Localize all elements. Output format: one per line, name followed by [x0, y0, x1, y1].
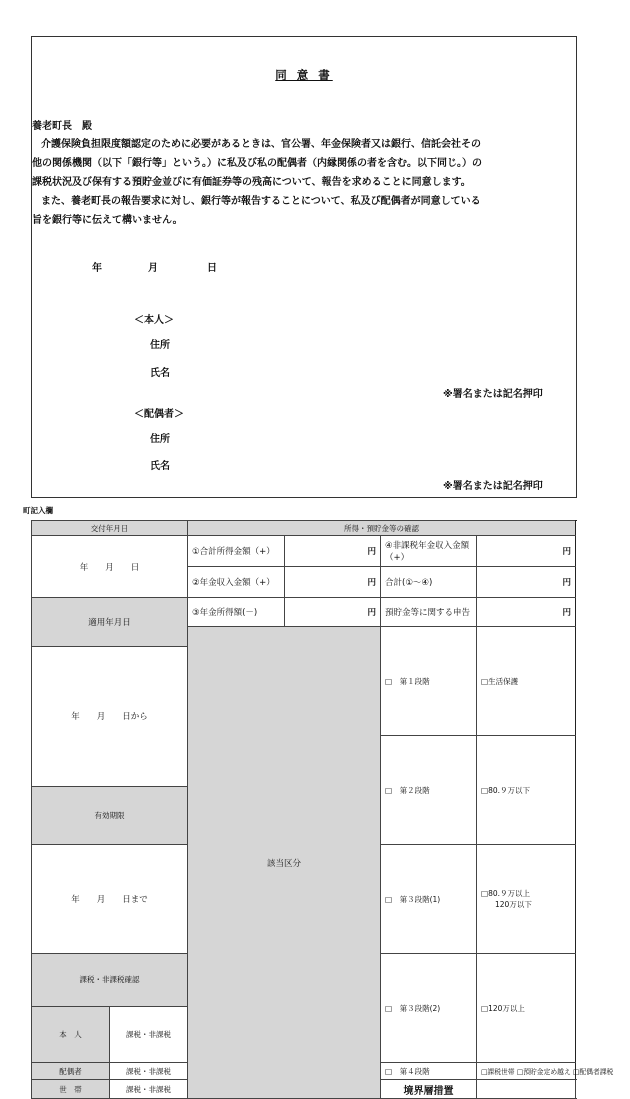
apply-date-value: 年 月 日から [32, 647, 188, 787]
tax-household-label: 世 帯 [32, 1080, 110, 1099]
spouse-name-label: 氏名 [150, 461, 170, 472]
principal-heading: ＜本人＞ [134, 315, 174, 326]
confirm-header: 所得・預貯金等の確認 [188, 521, 576, 536]
principal-seal-note: ※署名または記名押印 [443, 389, 543, 400]
tax-principal-label: 本 人 [32, 1006, 110, 1062]
tax-household-value[interactable]: 課税・非課税 [110, 1080, 188, 1099]
total-yen: 円 [477, 567, 576, 598]
nontax-pension-yen: 円 [477, 536, 576, 567]
savings-label: 預貯金等に関する申告 [381, 598, 477, 627]
pension-deduction-label: ③年金所得額(－) [188, 598, 285, 627]
pension-deduction-yen: 円 [285, 598, 381, 627]
nontax-pension-label: ④非課税年金収入金額（+） [381, 536, 477, 567]
stage4-checkbox[interactable]: □ 第４段階 [381, 1063, 477, 1080]
stage2-condition[interactable]: □80.９万以下 [477, 736, 576, 845]
stage3-2-condition[interactable]: □120万以上 [477, 954, 576, 1063]
office-use-label: 町記入欄 [23, 506, 53, 515]
date-year-label: 年 [92, 263, 102, 274]
tax-spouse-label: 配偶者 [32, 1063, 110, 1080]
date-month-label: 月 [148, 263, 158, 274]
issue-date-value: 年 月 日 [32, 536, 188, 598]
addressee: 養老町長 殿 [32, 121, 92, 132]
principal-name-label: 氏名 [150, 368, 170, 379]
spouse-heading: ＜配偶者＞ [134, 409, 184, 420]
stage3-2-checkbox[interactable]: □ 第３段階(2) [381, 954, 477, 1063]
category-label: 該当区分 [188, 627, 381, 1099]
valid-period-header: 有効期限 [32, 786, 188, 844]
issue-date-header: 交付年月日 [32, 521, 188, 536]
spouse-address-label: 住所 [150, 434, 170, 445]
savings-yen: 円 [477, 598, 576, 627]
tax-principal-value[interactable]: 課税・非課税 [110, 1006, 188, 1062]
stage4-conditions[interactable]: □課税世帯 □預貯金定め越え □配偶者課税 [477, 1063, 576, 1080]
stage3-1-condition[interactable]: □80.９万以上 120万以下 [477, 845, 576, 954]
paragraph1-line1: 介護保険負担限度額認定のために必要があるときは、官公署、年金保険者又は銀行、信託会社その [41, 139, 481, 150]
stage1-condition[interactable]: □生活保護 [477, 627, 576, 736]
paragraph2-line1: また、養老町長の報告要求に対し、銀行等が報告することについて、私及び配偶者が同意している [41, 196, 481, 207]
apply-date-header: 適用年月日 [32, 598, 188, 647]
total-income-label: ①合計所得金額（+） [188, 536, 285, 567]
spouse-seal-note: ※署名または記名押印 [443, 481, 543, 492]
total-income-yen: 円 [285, 536, 381, 567]
tax-confirm-header: 課税・非課税確認 [32, 954, 188, 1007]
stage2-checkbox[interactable]: □ 第２段階 [381, 736, 477, 845]
total-label: 合計(①～④) [381, 567, 477, 598]
paragraph1-line3: 課税状況及び保有する預貯金並びに有価証券等の残高について、報告を求めることに同意します。 [32, 177, 471, 188]
boundary-label: 境界層措置 [381, 1080, 477, 1099]
paragraph2-line2: 旨を銀行等に伝えて構いません。 [32, 215, 183, 226]
consent-form [31, 36, 577, 498]
pension-income-yen: 円 [285, 567, 381, 598]
pension-income-label: ②年金収入金額（+） [188, 567, 285, 598]
boundary-value[interactable] [477, 1080, 576, 1099]
paragraph1-line2: 他の関係機関（以下「銀行等」という。）に私及び私の配偶者（内縁関係の者を含む。以下同じ。）の [32, 158, 482, 169]
valid-period-value: 年 月 日まで [32, 845, 188, 954]
stage3-1-checkbox[interactable]: □ 第３段階(1) [381, 845, 477, 954]
stage1-checkbox[interactable]: □ 第１段階 [381, 627, 477, 736]
office-use-table [31, 520, 614, 1099]
tax-spouse-value[interactable]: 課税・非課税 [110, 1063, 188, 1080]
date-day-label: 日 [207, 263, 217, 274]
document-title: 同 意 書 [275, 68, 333, 82]
principal-address-label: 住所 [150, 340, 170, 351]
